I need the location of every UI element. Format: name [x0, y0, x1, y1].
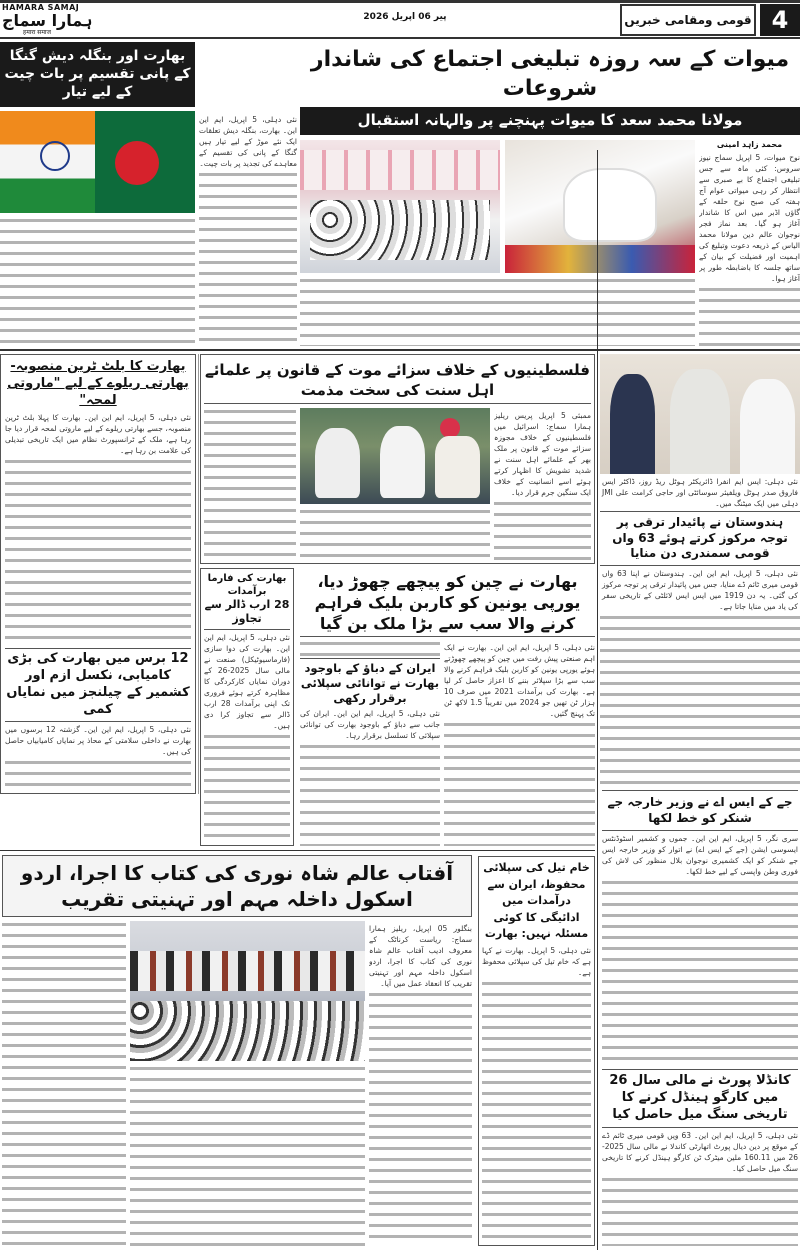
jksa-kandla-column: [600, 790, 800, 1246]
oil-body-continued: [482, 980, 591, 1243]
carbon-headline: بھارت نے چین کو پیچھے چھوڑ دیا، یورپی یونین کو کاربن بلیک فراہم کرنے والا سب سے بڑا ملک بن گیا: [300, 570, 595, 637]
iran-headline: ایران کے دباؤ کے باوجود بھارت نے توانائی سپلائی برقرار رکھی: [300, 658, 440, 706]
palestine-body: ممبئی 5 اپریل پریس ریلیز ہمارا سماج: اسرائیل میں فلسطینیوں کے خلاف مجوزہ سزائے موت کے قانون پر ملک بھر کے علمائے اہل سنت نے شدید تشویش کا اظہار کرتے ہوئے اسے انسانیت کے خلاف ایک سنگین جرم قرار دیا۔: [494, 411, 591, 497]
naxal-body: نئی دہلی، 5 اپریل، ایم این این۔ گزشتہ 12 برسوں میں بھارت نے داخلی سلامتی کے محاذ پر نمایاں کامیابیاں حاصل کی ہیں۔: [5, 725, 191, 756]
section-title: قومی ومقامی خبریں: [620, 4, 756, 36]
logo-hindi: हमारा समाज: [23, 29, 51, 36]
column-divider: [198, 354, 199, 794]
column-divider: [597, 150, 598, 1250]
ganga-headline: بھارت اور بنگلہ دیش گنگا کے پانی تقسیم پر بات چیت کے لیے تیار: [0, 42, 195, 107]
naxal-body-continued: [5, 759, 191, 789]
carbon-body: نئی دہلی، 5 اپریل، ایم این این۔ بھارت نے ایک اہم صنعتی پیش رفت میں چین کو پیچھے چھوڑتے ہوئے یورپی یونین کو کاربن بلیک فراہم کرنے والا سب سے بڑا سپلائر بننے کا اعزاز حاصل کر لیا ہے۔ بھارت کی برآمدات 2021 میں صرف 10 ہزار ٹن تھیں جو 2024 میں تقریباً 1.5 لاکھ ٹن تک پہنچ گئیں۔: [444, 643, 595, 719]
maritime-body-continued: [600, 614, 800, 786]
newspaper-logo: [2, 3, 132, 37]
maritime-headline: ہندوستان نے پائیدار ترقی پر توجہ مرکوز کرتے ہوئے 63 واں قومی سمندری دن منایا: [600, 511, 800, 566]
bottom-rule: [0, 850, 595, 851]
carbon-article: [300, 570, 595, 846]
book-launch-photo: [130, 921, 365, 1061]
iran-body-continued: [300, 743, 440, 846]
maulana-prayer-photo: [505, 140, 695, 273]
page-number: 4: [760, 4, 800, 36]
pharma-body: نئی دہلی، 5 اپریل، ایم این این۔ بھارت کی دوا سازی (فارماسیوٹیکل) صنعت نے مالی سال 2025-26 کے دوران نمایاں کارکردگی کا مظاہرہ کرتے ہوئے فروری تک اپنی برآمدات 28 ارب ڈالر سے تجاوز کرا دی ہیں۔: [204, 632, 290, 730]
aftab-body: بنگلور 05 اپریل، ریلیز ہمارا سماج: ریاست کرناٹک کے معروف ادیب آفتاب عالم شاہ نوری کی کتاب کا اجرا، اردو اسکول داخلہ مہم اور تہنیتی تقریب کا انعقاد عمل میں آیا۔: [369, 924, 472, 988]
ganga-side-column: [199, 112, 297, 346]
maritime-photo-caption: نئی دہلی: ایس ایم انفرا ڈائریکٹر ہوٹل ریڈ روز، ڈاکٹر ایس فاروق صدر ہوٹل ویلفیئر سوسائٹی اور حاجی کرامت علی JMI دہلی میں ایک میٹنگ میں۔: [602, 477, 798, 508]
train-box: [0, 354, 196, 794]
issue-date: پیر 06 اپریل 2026: [363, 12, 447, 22]
pharma-body-continued: [204, 733, 290, 842]
kandla-body: نئی دہلی، 5 اپریل، ایم این این۔ 63 ویں قومی میری ٹائم ڈے کے موقع پر دین دیال پورٹ اتھارٹی کاندلا نے مالی سال 2025-26 میں 160.11 ملین میٹرک ٹن کارگو ہینڈل کرنے کا تاریخی سنگ میل حاصل کیا۔: [602, 1131, 798, 1173]
lead-byline: محمد زاہد امینی: [716, 139, 783, 149]
kandla-headline: کانڈلا پورٹ نے مالی سال 26 میں کارگو ہینڈل کرنے کا تاریخی سنگ میل حاصل کیا: [602, 1069, 798, 1128]
pharma-box: [200, 568, 294, 846]
palestine-body-continued: [494, 500, 591, 560]
lead-body-columns: [300, 277, 695, 346]
aftab-article: [2, 855, 472, 1246]
naxal-headline: 12 برس میں بھارت کی بڑی کامیابی، نکسل ازم اور کشمیر کے چیلنجز میں نمایاں کمی: [5, 648, 191, 722]
palestine-box: [200, 354, 595, 564]
maritime-article: [600, 354, 800, 786]
aftab-body-left: [2, 921, 126, 1246]
carbon-body-left: [300, 640, 440, 658]
aftab-body-continued: [369, 991, 472, 1246]
aftab-headline: آفتاب عالم شاہ نوری کی کتاب کا اجرا، اردو اسکول داخلہ مہم اور تہنیتی تقریب: [2, 855, 472, 917]
logo-english: HAMARA SAMAJ: [2, 3, 80, 12]
maritime-body: نئی دہلی، 5 اپریل، ایم این این۔ ہندوستان نے اپنا 63 واں قومی میری ٹائم ڈے منایا، جس میں پائیدار ترقی پر توجہ مرکوز کی گئی۔ یہ دن 1919 میں ایس ایس لائلٹی کے تاریخی سفر کی یاد میں منایا جاتا ہے۔: [602, 568, 798, 611]
oil-headline: خام تیل کی سپلائی محفوظ، ایران سے درآمدات میں ادائیگی کا کوئی مسئلہ نہیں: بھارت: [483, 861, 590, 940]
ganga-article: [0, 42, 195, 346]
jksa-headline: جے کے ایس اے نے وزیر خارجہ جے شنکر کو خط لکھا: [602, 790, 798, 831]
aftab-body-bottom: [130, 1065, 365, 1246]
lead-body: نوح میوات، 5 اپریل سماج نیوز سروس: کئی ماہ سے جس تبلیغی اجتماع کا بے صبری سے انتظار کر رہی میواتی عوام آج ہفتہ کی صبح نوح حلقہ کے گاؤں اڈبر میں اس کا شاندار آغاز ہو گیا۔ بعد نماز فجر نوجوان عالم دین مولانا محمد الیاس کے ذریعہ دعوت وتبلیغ کی اہمیت اور فضیلت کے بیان کے ساتھ جلسہ کا باضابطہ طور پر آغاز ہوا۔: [699, 153, 800, 284]
train-headline: بھارت کا بلٹ ٹرین منصوبہ- بھارتی ریلوے کے لیے "ماروتی لمحہ": [7, 359, 189, 408]
pharma-headline: بھارت کی فارما برآمدات: [207, 573, 287, 597]
oil-body: نئی دہلی، 5 اپریل۔ بھارت نے کہا ہے کہ خام تیل کی سپلائی محفوظ ہے۔: [482, 945, 591, 977]
ganga-body-continued: [199, 171, 297, 346]
palestine-body-bottom: [300, 508, 490, 560]
palestine-body-left: [204, 408, 296, 560]
carbon-body-continued: [444, 721, 595, 846]
india-bangladesh-flags-photo: [0, 111, 195, 213]
officials-meeting-photo: [600, 354, 800, 474]
row-rule: [0, 349, 800, 351]
lead-body-continued: [699, 286, 800, 346]
kandla-body-continued: [602, 1176, 798, 1246]
pharma-subheadline: 28 ارب ڈالر سے تجاوز: [204, 598, 290, 630]
lead-subheadline: مولانا محمد سعد کا میوات پہنچنے پر والہانہ استقبال: [300, 107, 800, 135]
palestine-headline: فلسطینیوں کے خلاف سزائے موت کے قانون پر علمائے اہل سنت کی سخت مذمت: [204, 358, 591, 404]
train-body-continued: [5, 458, 191, 646]
ulema-meeting-photo: [300, 408, 490, 504]
jksa-body-continued: [602, 879, 798, 1066]
lead-article: [300, 42, 800, 346]
train-body: نئی دہلی، 5 اپریل، ایم این این۔ بھارت کا پہلا بلٹ ٹرین منصوبہ، جسے بھارتی ریلوے کے لیے ماروتی لمحہ قرار دیا جا رہا ہے، ملک کے ٹرانسپورٹ نظام میں ایک تاریخی تبدیلی کی علامت بن رہا ہے۔: [5, 412, 191, 455]
logo-urdu: ہمارا سماج: [2, 11, 93, 30]
jksa-body: سری نگر، 5 اپریل، ایم این این۔ جموں و کشمیر اسٹوڈنٹس ایسوسی ایشن (جے کے ایس اے) نے اتوار کو وزیر خارجہ ایس جے شنکر کو ایک کشمیری نوجوان بلال منظور کی لاش کی فوری وطن واپسی کے لیے خط لکھا۔: [602, 834, 798, 877]
ganga-body: نئی دہلی، 5 اپریل، ایم این این۔ بھارت، بنگلہ دیش تعلقات ایک نئے موڑ کے لیے تیار ہیں گنگا کے پانی کی تقسیم کے معاہدے کی تجدید پر بات چیت۔: [199, 115, 297, 168]
lead-headline: میوات کے سہ روزہ تبلیغی اجتماع کی شاندار شروعات: [310, 47, 790, 101]
iran-body: نئی دہلی، 5 اپریل، ایم این این۔ ایران کی جانب سے دباؤ کے باوجود بھارت کی توانائی سپلائی کا تسلسل برقرار رہا۔: [300, 709, 440, 741]
ijtema-crowd-photo: [300, 140, 500, 273]
header-rule: [0, 37, 800, 39]
oil-box: [478, 856, 595, 1246]
ganga-body-columns: [0, 217, 195, 346]
